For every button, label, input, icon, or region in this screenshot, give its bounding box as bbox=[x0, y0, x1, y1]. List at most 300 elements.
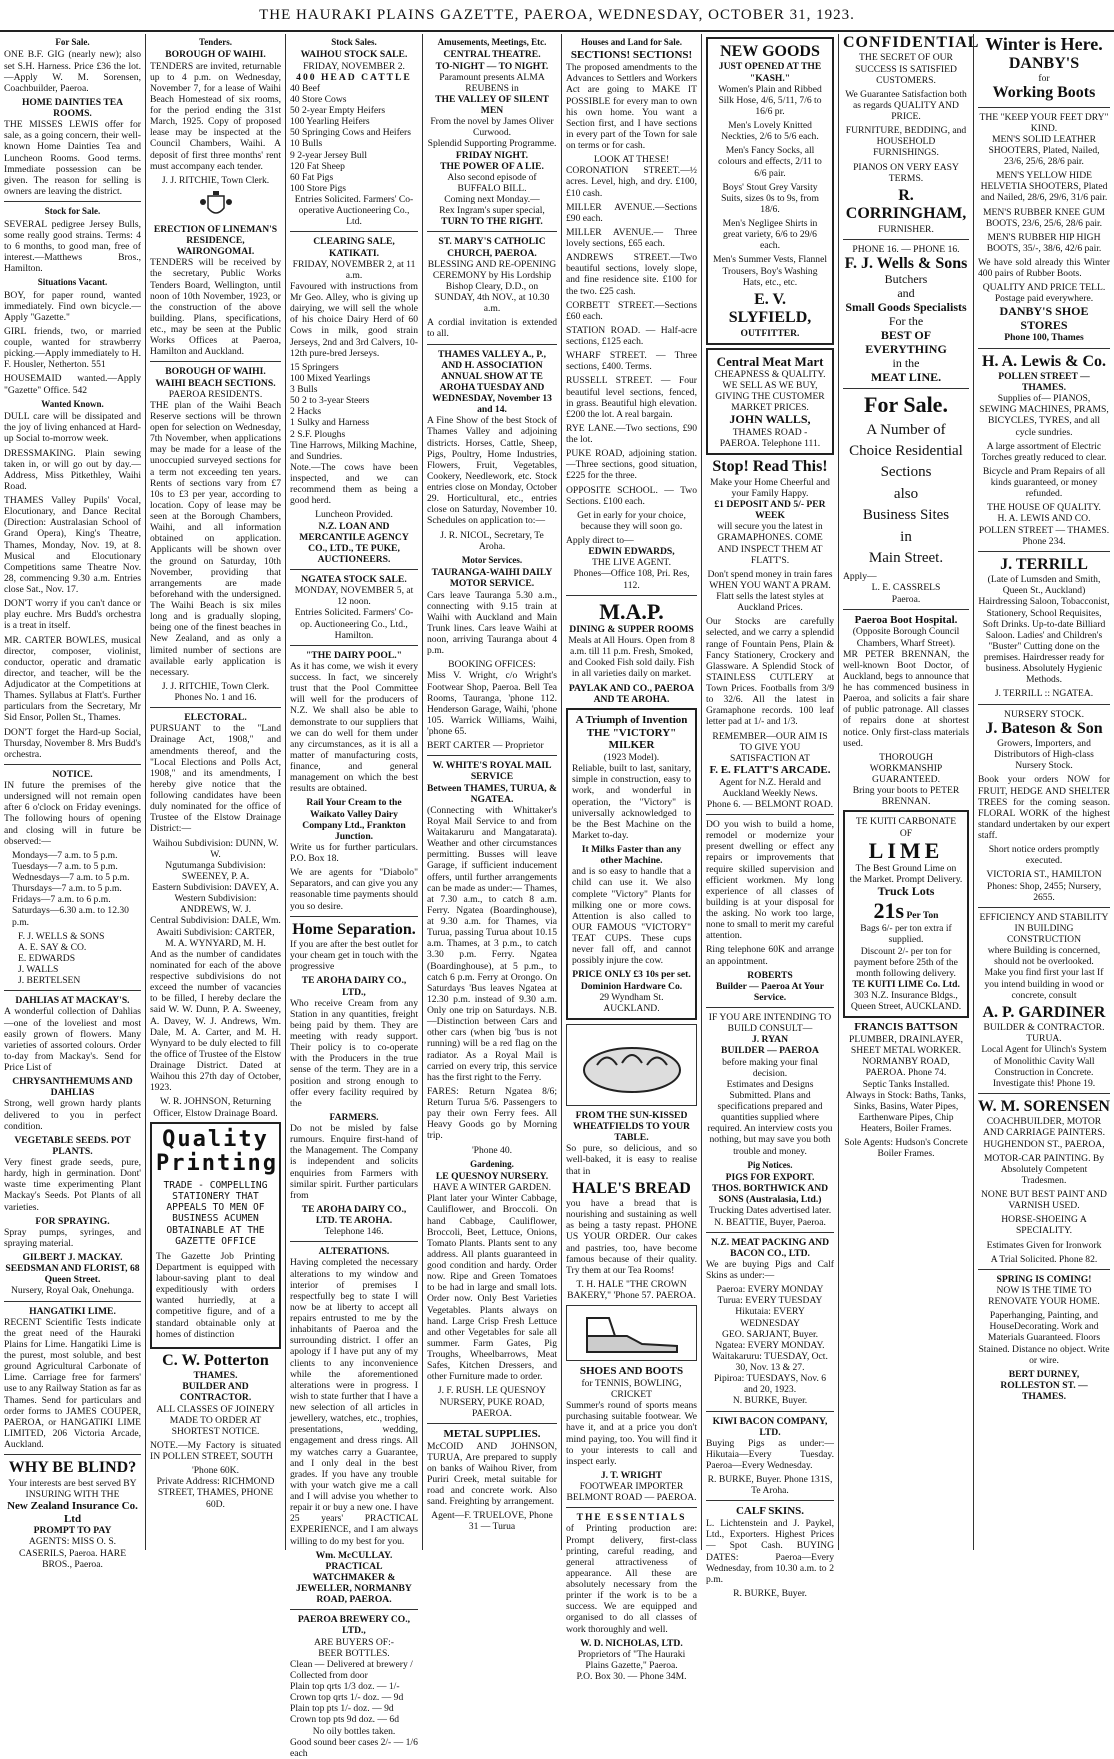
ad-text: Small Goods Specialists bbox=[845, 300, 967, 314]
ad-text: TENDERS will be received by the secretary, Public Works Tenders Board, Wellington, until noon of 10th November, 1923, or the construction of the above building. Plans, specifications, etc., may be seen at the Public Works Offices at Paeroa, Hamilton and Auckland. bbox=[150, 257, 281, 358]
list-item: RUSSELL STREET. — Four beautiful level sections, fenced, in grass. Beautiful high elevation. £200 the lot. A real bargain. bbox=[566, 375, 697, 420]
ad-headline: Quality bbox=[162, 1126, 269, 1152]
ad-subtitle: BUILDER & CONTRACTOR. TURUA. bbox=[983, 1022, 1105, 1045]
section-heading: For Sale. bbox=[55, 37, 90, 47]
table-row: Clean — Delivered at brewery / Collected from door bbox=[290, 1658, 413, 1681]
ad-text: The Best Ground Lime on the Market. Prompt Delivery. bbox=[849, 862, 963, 886]
ad-text: Bags 6/- per ton extra if supplied. bbox=[860, 923, 952, 946]
ad-headline: CONFIDENTIAL bbox=[843, 34, 980, 51]
ad-subtitle: MONDAY, NOVEMBER 5, at 12 noon. bbox=[294, 585, 414, 608]
ad-text: Private Address: RICHMOND STREET, THAMES, PHONE 60D. bbox=[156, 1476, 275, 1510]
list-item: Saturdays—6.30 a.m. to 12.30 p.m. bbox=[12, 905, 129, 928]
ad-text: Sections bbox=[880, 464, 932, 481]
ad-text: where Building is concerned, should not be overlooked. bbox=[987, 945, 1101, 968]
list-item: Waihou Subdivision: DUNN, W. W. bbox=[152, 837, 279, 860]
list-item: 2 Hacks bbox=[290, 406, 322, 418]
ad-text: We have sold already this Winter 400 pairs of Rubber Boots. bbox=[978, 257, 1110, 280]
list-item: Pipiroa: TUESDAYS, Nov. 6 and 20, 1923. bbox=[713, 1373, 827, 1396]
ad-text: THE LIVE AGENT. bbox=[592, 557, 671, 569]
table-row: Plain top qrts 1/3 doz. — 1/- bbox=[290, 1681, 400, 1693]
ad-text: Choice Residential bbox=[849, 443, 963, 460]
column-6 bbox=[701, 34, 838, 1599]
list-item: 9 2-year Jersey Bull bbox=[290, 149, 367, 161]
ad-signature: J. T. WRIGHT bbox=[600, 1469, 663, 1481]
list-item: MILLER AVENUE.— Three lovely sections, £65 each. bbox=[566, 226, 697, 250]
ad-text: Estimates Given for Ironwork bbox=[986, 1239, 1102, 1251]
list-item: Men's Fancy Socks, all colours and effects, 2/11 to 6/6 pair. bbox=[718, 145, 822, 179]
list-item: 100 Yearling Heifers bbox=[290, 116, 370, 128]
ad-subtitle: Between THAMES, TURUA, & NGATEA. bbox=[427, 782, 557, 805]
goods-list bbox=[712, 84, 828, 288]
list-item: 2 S.F. Ploughs bbox=[290, 428, 346, 440]
film-title: THE POWER OF A LIE. bbox=[440, 160, 544, 172]
ad-subtitle: HAVE A WINTER GARDEN. bbox=[433, 1182, 551, 1194]
section-heading: Tenders. bbox=[199, 37, 232, 47]
ad-text: THAMES ROAD - PAEROA. Telephone 111. bbox=[719, 427, 821, 450]
ad-text: Spray pumps, syringes, and spraying material. bbox=[4, 1226, 141, 1249]
ad-title: PIGS FOR EXPORT. bbox=[725, 1172, 815, 1184]
ad-title: KIWI BACON COMPANY, LTD. bbox=[712, 1415, 828, 1438]
ad-subtitle: ANNUAL SHOW AT TE AROHA TUESDAY AND WEDNESDAY, November 13 and 14. bbox=[432, 370, 552, 416]
ad-headline: Central Meat Mart bbox=[716, 353, 824, 369]
ad-text: Business Sites bbox=[862, 507, 950, 524]
ad-headline: C. W. Potterton bbox=[162, 1351, 269, 1369]
list-item: Tine Harrows, Milking Machine, and Sundries. bbox=[290, 439, 417, 462]
ad-signature: Dominion Hardware Co. bbox=[580, 980, 683, 992]
ad-text: IF YOU ARE INTENDING TO BUILD CONSULT— bbox=[708, 1012, 832, 1035]
section-heading: Wanted Known. bbox=[41, 398, 104, 409]
ad-headline: E. V. SLYFIELD, bbox=[728, 290, 812, 327]
ad-headline: Stop! Read This! bbox=[712, 458, 828, 476]
shoes-illustration bbox=[566, 1305, 697, 1361]
ad-text: McCOID AND JOHNSON, TURUA, Are prepared to supply on banks of Waihou River, from Puriri Creek, metal suitable for road and concrete work. Also sand. Freighting by arrangement. bbox=[427, 1440, 557, 1508]
ad-subtitle: Builder — Paeroa At Your Service. bbox=[715, 980, 825, 1003]
column-3 bbox=[285, 34, 422, 1759]
ad-signature: F. E. FLATT'S ARCADE. bbox=[709, 763, 831, 776]
section-heading: Houses and Land for Sale. bbox=[580, 37, 683, 47]
ad-text: also bbox=[893, 485, 919, 502]
ad-text: If you are after the best outlet for your cheam get in touch with the progressive bbox=[290, 939, 418, 973]
list-item: Central Subdivision: DALE, Wm. bbox=[150, 915, 281, 927]
ad-text: Splendid Supporting Programme. bbox=[427, 138, 557, 150]
new-goods-ad bbox=[706, 37, 834, 345]
ad-girl: GIRL friends, two, or married couple, wanted for strawberry picking.—Apply immediately to H. F. Housler, Netherton. 551 bbox=[4, 325, 141, 371]
ad-title: BOROUGH OF WAIHI. bbox=[165, 49, 266, 61]
ad-text: A Fine Show of the best Stock of Thames Valley and adjoining districts. Horses, Cattle, Sheep, Pigs, Poultry, Home Industries, Flowers, Fruit, Vegetables, Cookery, Needlework, etc. Stock entries close on Monday, October 29. Horticultural, etc., entries close on Saturday, November 10. Schedules on application to:— bbox=[427, 415, 557, 527]
ad-signature: R. BURKE, Buyer. bbox=[733, 1587, 807, 1599]
ad-text: PURSUANT to the "Land Drainage Act, 1908," and amendments thereof, and the "Local Elections and Polls Act, 1908," and its amendments, I hereby give notice that the following candidates have been duly nominated for the office of Trustee of the Elstow Drainage District:— bbox=[150, 723, 281, 835]
ad-text: Don't spend money in train fares WHEN YOU WANT A PRAM. Flatt sells the latest styles at Auckland Prices. bbox=[707, 568, 833, 614]
ad-text: BEST OF EVERYTHING bbox=[865, 327, 947, 356]
list-item: RYE LANE.—Two sections, £90 the lot. bbox=[566, 422, 697, 446]
ad-text: COACHBUILDER, MOTOR AND CARRIAGE PAINTERS. HUGHENDON ST., PAEROA, bbox=[983, 1116, 1105, 1150]
ad-text: NONE BUT BEST PAINT AND VARNISH USED. bbox=[981, 1189, 1107, 1212]
ad-text: The Gazette Job Printing Department is equipped with labour-saving plant to deal expeditiously with orders wanted hurriedly, at a competitive figure, and of a standard obtainable only at homes of distinction bbox=[156, 1250, 275, 1340]
ad-subtitle: BEER BOTTLES. bbox=[318, 1647, 390, 1659]
ad-text: will secure you the latest in GRAMAPHONES. COME AND INSPECT THEM AT FLATT'S. bbox=[717, 521, 823, 566]
ad-text: Per Ton bbox=[906, 910, 939, 922]
ad-text: The proposed amendments to the Advances to Settlers and Workers Act are going to MAKE IT POSSIBLE for every man to own his own home. You want a Section first, and I have sections in every part of the Town for sale on terms or for cash. bbox=[566, 62, 697, 152]
ad-subtitle: QUALITY AND PRICE TELL. bbox=[982, 282, 1106, 294]
ad-subtitle: Truck Lots bbox=[877, 884, 935, 899]
ad-text: So pure, so delicious, and so well-baked, it is easy to realise that in bbox=[566, 1143, 697, 1177]
ad-text: Septic Tanks Installed. bbox=[862, 1078, 950, 1090]
ad-text: Make you find first your last If you intend building in wood or concrete, consult bbox=[984, 967, 1104, 1001]
ad-text: Note.—The cows have been inspected, and we can recommend them as being a good herd. bbox=[290, 461, 418, 507]
cattle-list bbox=[290, 83, 418, 194]
column-2 bbox=[145, 34, 285, 1550]
ad-text: Write us for further particulars. P.O. Box 18. bbox=[290, 841, 418, 865]
ad-headline: Working Boots bbox=[992, 84, 1096, 102]
ad-title: HANGATIKI LIME. bbox=[29, 1305, 116, 1317]
list-item: MEN'S RUBBER KNEE GUM BOOTS, 23/6, 25/6, 28/6 pair. bbox=[983, 206, 1105, 229]
bottles-table bbox=[290, 1659, 418, 1726]
ad-subtitle: It Milks Faster than any other Machine. bbox=[581, 844, 682, 867]
ad-text: Having completed the necessary alterations to my window and interior of premises I respectfully beg to state I will now be at liberty to accept all repairs entrusted to me by the inhabitants of Paeroa and the surrounding district. I offer an apology if I have put any of my clients to any inconvenience while the aforementioned alterations were in progress. I wish to state further that I have a new selection of all articles in jewellery, watches, etc., trophies, presentations, wedding, engagement and dress rings. All my watches carry a Guarantee, and I only deal in the best grades. If you have any trouble with your watch give me a call and I will advise you whether to repair it or buy a new one. I have 25 years' PRACTICAL EXPERIENCE, and I am always willing to do my best for you. bbox=[290, 1257, 418, 1547]
ad-text: Sole Agents: Hudson's Concrete Boiler Frames. bbox=[844, 1137, 968, 1160]
list-item: J. BERTELSEN bbox=[18, 975, 81, 987]
ad-text: AGENTS: MISS O. S. CASERILS, Paeroa. HARE BROS., Paeroa. bbox=[18, 1536, 127, 1570]
column-8 bbox=[973, 34, 1114, 1550]
list-item: 1 Sulky and Harness bbox=[290, 417, 370, 429]
ad-headline: SHOES AND BOOTS bbox=[579, 1365, 684, 1378]
ad-text: BLESSING AND RE-OPENING CEREMONY by His Lordship Bishop Cleary, D.D., on SUNDAY, 4th NOV., at 10.30 a.m. bbox=[427, 258, 557, 315]
ad-signature: W. D. NICHOLAS, LTD. bbox=[580, 1637, 683, 1649]
hours-list bbox=[4, 850, 141, 928]
ad-title: N.Z. MEAT PACKING AND BACON CO., LTD. bbox=[710, 1236, 830, 1259]
ad-text: Butchers bbox=[884, 272, 928, 287]
ad-text: for bbox=[1038, 73, 1050, 85]
ad-title: ERECTION OF LINEMAN'S RESIDENCE, WAIRONGOMAI. bbox=[153, 223, 278, 258]
ad-text: Nursery, Royal Oak, Onehunga. bbox=[11, 1285, 134, 1297]
ad-text: you have a bread that is nourishing and sustaining as well as being a tasty repast. PHONE US YOUR ORDER. Our cakes and pastries, too, have become famous because of their quality. Try them at our Tea Rooms! bbox=[566, 1198, 697, 1276]
ad-text: HORSE-SHOEING A SPECIALITY. bbox=[1001, 1214, 1087, 1237]
list-item: MEN'S SOLID LEATHER SHOOTERS, Plated, Nailed, 23/6, 25/6, 28/6 pair. bbox=[988, 133, 1100, 168]
ad-title: ST. MARY'S CATHOLIC CHURCH, PAEROA. bbox=[438, 236, 546, 259]
ad-text: Trucking Dates advertised later. bbox=[708, 1205, 832, 1217]
ad-subtitle: CHRYSANTHEMUMS AND DAHLIAS bbox=[12, 1076, 133, 1099]
ad-title: TAURANGA-WAIHI DAILY MOTOR SERVICE. bbox=[431, 567, 553, 590]
ad-text: Get in early for your choice, because they will soon go. bbox=[577, 509, 686, 532]
ad-text: Paeroa. bbox=[891, 593, 921, 605]
list-item: Turua: EVERY TUESDAY bbox=[717, 1295, 823, 1307]
bread-illustration bbox=[566, 1024, 697, 1106]
ad-signature: EDWIN EDWARDS, bbox=[588, 546, 675, 558]
ad-text: FURNITURE, BEDDING, and HOUSEHOLD FURNISHINGS. bbox=[845, 125, 967, 159]
ad-subtitle: £1 DEPOSIT AND 5/- PER WEEK bbox=[714, 499, 826, 522]
section-heading: Stock Sales. bbox=[331, 37, 377, 47]
listings bbox=[566, 165, 697, 507]
ad-subtitle: FRIDAY, NOVEMBER 2, at 11 a.m. bbox=[292, 258, 416, 281]
ad-subtitle: THE HOUSE OF QUALITY. bbox=[987, 502, 1101, 514]
list-item: Men's Negligee Shirts in great variety, 6/6 to 29/6 each. bbox=[722, 218, 818, 252]
ad-text: Phone 6. — BELMONT ROAD. bbox=[706, 798, 834, 810]
ad-subtitle: FROM THE SUN-KISSED WHEATFIELDS TO YOUR TABLE. bbox=[573, 1109, 690, 1144]
masthead bbox=[0, 0, 1114, 32]
ad-signature: J. RYAN bbox=[751, 1034, 789, 1046]
ad-signature: R. BURKE, Buyer. Phone 131S, Te Aroha. bbox=[707, 1474, 833, 1497]
coat-of-arms-icon bbox=[199, 190, 233, 220]
column-4 bbox=[422, 34, 561, 1550]
ad-signature: T. H. HALE "THE CROWN BAKERY," 'Phone 57. PAEROA. bbox=[567, 1278, 696, 1302]
ad-thames-recital: THAMES Valley Pupils' Vocal, Elocutionary, and Dance Recital (Direction: Australasian School of Grand Opera), King's Theatre, Thames, Monday, Nov. 19, at 8. Musical and Elocutionary Competitions same Theatre Nov. 28, commencing 9.30 a.m. Entries close Sat., Nov. 17. bbox=[4, 495, 141, 595]
table-row: Crown top qrts 1/- doz. — 9d bbox=[290, 1692, 404, 1704]
ad-text: Phones—Office 108, Pri. Res, 112. bbox=[573, 568, 690, 591]
ad-text: NOTE.—My Factory is situated IN POLLEN STREET, SOUTH bbox=[150, 1439, 281, 1463]
ad-title: Paeroa Boot Hospital. bbox=[854, 613, 958, 626]
ad-text: Main Street. bbox=[868, 549, 944, 566]
ad-text: 'Phone 60K. bbox=[191, 1465, 240, 1477]
ad-dont-forget: DON'T forget the Hard-up Social, Thursday, November 8. Mrs Budd's orchestra. bbox=[4, 726, 142, 760]
table-row: Crown top pts 9d doz. — 6d bbox=[290, 1714, 399, 1726]
ad-title: CENTRAL THEATRE. bbox=[443, 49, 541, 61]
ad-subtitle: VEGETABLE SEEDS. POT PLANTS. bbox=[14, 1134, 131, 1157]
ad-text: Strong, well grown hardy plants delivered to you in perfect condition. bbox=[4, 1098, 141, 1132]
ad-subtitle: TO-NIGHT — TO NIGHT. bbox=[435, 60, 549, 72]
list-item: 40 Store Cows bbox=[290, 93, 347, 105]
list-item: 100 Mixed Yearlings bbox=[290, 372, 371, 384]
ad-text: Agent for N.Z. Herald and Auckland Weekly News. bbox=[719, 776, 821, 799]
list-item: Mondays—7 a.m. to 5 p.m. bbox=[12, 849, 118, 861]
ad-signature: J. J. RITCHIE, Town Clerk. Phones No. 1 and 16. bbox=[161, 680, 270, 704]
ad-text: and bbox=[897, 286, 915, 301]
ad-headline: LIME bbox=[868, 837, 944, 863]
ad-title: NGATEA STOCK SALE. bbox=[301, 574, 407, 586]
ad-title: THAMES VALLEY A., P., AND H. ASSOCIATION bbox=[438, 348, 546, 371]
ad-text: A Number of bbox=[866, 421, 946, 438]
ad-subtitle: THOROUGH WORKMANSHIP GUARANTEED. bbox=[869, 751, 943, 786]
ad-headline: J. Bateson & Son bbox=[985, 719, 1103, 737]
list-item: 120 Fat Sheep bbox=[290, 160, 345, 172]
ad-subtitle: JUST OPENED AT THE "KASH." bbox=[718, 61, 822, 84]
column-5 bbox=[561, 34, 701, 1683]
ad-subtitle: FRIDAY NIGHT. bbox=[455, 149, 529, 161]
ad-signature: GILBERT J. MACKAY. SEEDSMAN AND FLORIST, 68 Queen Street. bbox=[5, 1252, 140, 1286]
ad-text: TE KUITI CARBONATE OF bbox=[855, 816, 957, 839]
ad-subtitle: LOOK AT THESE! bbox=[593, 154, 670, 166]
ad-title: THE ESSENTIALS bbox=[576, 1512, 687, 1524]
ad-text: Coming next Monday.— bbox=[444, 194, 540, 206]
ad-headline: DANBY'S SHOE STORES bbox=[999, 303, 1089, 332]
list-item: Awaiti Subdivision: CARTER, M. A. WYNYARD, M. H. bbox=[156, 926, 275, 949]
ad-title: LE QUESNOY NURSERY. bbox=[435, 1171, 549, 1183]
ad-text: DO you wish to build a home, remodel or modernize your present dwelling or effect any repairs or improvements that require skilled supervision and efficient workmen. My long experience of all classes of building is at your disposal for the asking. No work too large, none to small to merit my careful attention. bbox=[706, 819, 834, 942]
ad-signature: Entries Solicited. Farmers' Co-operative Auctioneering Co., Ltd. bbox=[294, 194, 414, 228]
ad-price: 21s bbox=[873, 898, 905, 924]
ad-subtitle: OUTFITTER. bbox=[740, 327, 800, 339]
ad-text: Rex Ingram's super special, bbox=[439, 205, 545, 217]
ad-signature: Entries Solicited. Farmers' Co-op. Auctioneering Co., Ltd., Hamilton. bbox=[294, 607, 414, 641]
ad-text: (Late of Lumsden and Smith, Queen St., Auckland) Hairdressing Saloon, Tobacconist, Stationery, School Requisites, Soft Drinks. Up-to-date Billiard Saloon. Ladies' and Children's "Buster" Cutting done on the premises. Hairdresser ready for business. Absolutely Hygienic Methods. bbox=[978, 574, 1110, 686]
ad-headline: DANBY'S bbox=[1008, 54, 1080, 72]
ad-text: Always in Stock: Baths, Tanks, Sinks, Basins, Water Pipes, Earthenware Pipes, Chip Heaters, Boiler Frames. bbox=[845, 1089, 967, 1135]
ad-headline: R. CORRINGHAM, bbox=[845, 186, 967, 223]
ad-text: No oily bottles taken. bbox=[312, 1725, 396, 1737]
list-item: CORBETT STREET.—Sections £60 each. bbox=[566, 299, 697, 322]
ad-subtitle: FRIDAY, NOVEMBER 2. bbox=[303, 60, 405, 72]
list-item: Ngutumanga Subdivision: SWEENEY, P. A. bbox=[165, 859, 266, 882]
list-item: 10 Bulls bbox=[290, 138, 323, 150]
ad-subtitle: FOR SPRAYING. bbox=[35, 1215, 110, 1227]
section-heading: Gardening. bbox=[470, 1158, 514, 1169]
lime-ad bbox=[843, 810, 969, 1018]
ad-text: Paperhanging, Painting, and HouseDecorating. Work and Materials Guaranteed. Floors Stained. Distance no object. Write or wire. bbox=[978, 1310, 1110, 1366]
ad-subtitle: 400 HEAD CATTLE bbox=[296, 71, 412, 83]
ad-subtitle: PAEROA RESIDENTS. bbox=[168, 388, 263, 400]
list-item: Eastern Subdivision: DAVEY, A. bbox=[152, 882, 279, 894]
ad-text: Reliable, built to last, sanitary, simple in construction, easy to work, and wonderful in operation, the "Victory" is universally acknowledged to be the Best Machine on the Market to-day. bbox=[572, 763, 691, 841]
list-item: E. EDWARDS bbox=[18, 952, 76, 964]
ad-text: Do not be misled by false rumours. Enquire first-hand of the Management. The Company is independent and solicits enquiries from Farmers with similar spirit. Further particulars from bbox=[290, 1123, 418, 1201]
ad-text: Good sound beer cases 2/- — 1/6 each bbox=[290, 1736, 418, 1759]
ad-text: We Guarantee Satisfaction both as regards QUALITY AND PRICE. bbox=[845, 88, 967, 123]
table-row: Plain top pts 1/- doz. — 9d bbox=[290, 1703, 394, 1715]
ad-text: Favoured with instructions from Mr Geo. Alley, who is giving up dairying, we will sell the whole of his choice Dairy Herd of 60 Cows in milk, good strain Jerseys, 2nd and 3rd Calvers, 10-12th pure-bred Jerseys. bbox=[290, 280, 418, 359]
ad-signature: N. BURKE, Buyer. bbox=[732, 1395, 808, 1407]
ad-signature: Agent—F. TRUELOVE, Phone 31 — Turua bbox=[431, 1510, 553, 1533]
ad-subtitle: BUILDER — PAEROA bbox=[721, 1045, 819, 1057]
ad-text: BELMONT ROAD — PAEROA. bbox=[566, 1492, 697, 1504]
list-item: 100 Store Pigs bbox=[290, 182, 346, 194]
ad-text: Very finest grade seeds, pure, hardy, high in germination. Dont' waste time experimenting Plant Mackay's Seeds. Pot Plants of all varieties. bbox=[4, 1157, 141, 1213]
ad-subtitle: SPRING IS COMING! bbox=[996, 1273, 1092, 1285]
ad-title: METAL SUPPLIES. bbox=[443, 1427, 541, 1440]
boots-list bbox=[978, 134, 1110, 254]
list-item: 3 Bulls bbox=[290, 384, 318, 396]
ad-title: SECTIONS! SECTIONS! bbox=[570, 49, 693, 62]
list-item: Men's Summer Vests, Flannel Trousers, Boy's Washing Hats, etc., etc. bbox=[712, 254, 827, 288]
list-item: Hikutaia: EVERY WEDNESDAY bbox=[735, 1306, 805, 1329]
ad-text: And as the number of candidates nominated for each of the above respective subdivisions do not exceed the number of vacancies to be filled, I hereby declare the said W. W. Dunn, P. A. Sweeney, A. Davey, W. J. Andrews, Wm. Dale, M. A. Carter, and M. H. Wynyard to be duly elected to fill the office of Trustee of the Elstow Drainage District. Dated at Waihou this 27th day of October, 1923. bbox=[150, 948, 281, 1094]
ad-text: of Printing production are: Prompt delivery, first-class printing, careful reading, and general attractiveness of appearance. All these are absolutely necessary from the printer if the work is to be a success. We are equipped and organised to do all classes of work thoroughly and well. bbox=[566, 1523, 697, 1635]
list-item: STATION ROAD. — Half-acre sections, £125 each. bbox=[566, 324, 697, 348]
list-item: OPPOSITE SCHOOL. — Two Sections. £100 each. bbox=[566, 484, 697, 507]
ad-text: MOTOR-CAR PAINTING. By Absolutely Competent Tradesmen. bbox=[983, 1152, 1105, 1186]
column-7 bbox=[838, 34, 980, 1550]
list-item: Fridays—7 a.m. to 6 p.m. bbox=[12, 894, 111, 906]
ad-company: New Zealand Insurance Co. Ltd bbox=[7, 1499, 138, 1525]
ad-text: in bbox=[900, 528, 912, 545]
list-item: MEN'S RUBBER HIP HIGH BOOTS, 35/-, 38/6, 42/6 pair. bbox=[986, 231, 1102, 254]
ad-signature: W. R. JOHNSON, Returning Officer, Elstow Drainage Board. bbox=[153, 1096, 278, 1119]
ad-subtitle: PLUMBER, DRAINLAYER, SHEET METAL WORKER. bbox=[849, 1034, 963, 1057]
ad-text: VICTORIA ST., HAMILTON Phones: Shop, 2455; Nursery, 2655. bbox=[986, 869, 1102, 903]
ad-carter-bowles: MR. CARTER BOWLES, musical director, composer, violinist, conductor, operatic and dramatic director, and teacher, will be the Adjudicator at the Competitions at Thames. Syllabus at Flatt's. Further particulars from the Secretary, Mr Sid Ensor, Pollen St., Thames. bbox=[4, 634, 141, 724]
ad-text: (Opposite Borough Council Chambers, Wharf Street). bbox=[852, 626, 960, 649]
ad-headline: W. M. SORENSEN bbox=[978, 1097, 1110, 1115]
ad-text: Who receive Cream from any Station in any quantities, freight being paid by them. They are meeting with ready support. Their policy is to co-operate with the Producers in the true sense of the term. They are in a position and strong enough to offer every facility required by the bbox=[290, 997, 418, 1109]
ad-text: (Connecting with Whittaker's Royal Mail Service to and from Waitakaruru and Mangatarata). Weather and other circumstances permitting. Busses will leave Garage, if sufficient inducement offers, until further arrangements can be made as under:— Thames, at 7.30 a.m., to catch 8 a.m. Ferry. Ngatea (Boardinghouse), at 9.30 a.m. for Thames, via Turua, passing Turua about 10.15 a.m. Thames, at 3 p.m., to catch 3.30 p.m. Ferry. Ngatea (Boardinghouse), at 5 p.m., to catch 6 p.m. Ferry at Orongo. On Saturdays 'Bus leaves Ngatea at 12.30 p.m. instead of 9.30 a.m. Only one trip on Saturdays. N.B.—Distinction between Cars and other cars (when big 'bus is not running) will be a red flag on the radiator. As a Royal Mail is carried on every trip, this service has the first right to the Ferry. bbox=[427, 804, 557, 1083]
ad-signature: Wm. McCULLAY. PRACTICAL WATCHMAKER & JEWELLER, NORMANBY ROAD, PAEROA. bbox=[296, 1549, 412, 1606]
ad-text: in the bbox=[892, 355, 920, 370]
ad-text: Bicycle and Pram Repairs of all kinds guaranteed, or money refunded. bbox=[982, 465, 1106, 500]
section-heading: Pig Notices. bbox=[747, 1159, 793, 1170]
ad-text: THE plan of the Waihi Beach Reserve sections will be thrown open for selection on Wednesday, 7th November, when applications may be made for a lease of the unoccupied surveyed sections for a term not exceeding ten years. Rents of sections vary from £7 10s to £3 per year, according to location. Copy of lease may be seen at the Borough Chambers, Waihi, and all information obtained on application. Applicants will be shown over the ground on Saturday, 10th November, providing that arrangements are made beforehand with the undersigned. The Waihi Beach is six miles long and is gradually sloping, being one of the finest beaches in New Zealand, and as only a limited number of sections are available early application is necessary. bbox=[150, 399, 281, 678]
list-item: Men's Lovely Knitted Neckties, 2/6 to 5/6 each. bbox=[721, 120, 819, 143]
ad-title: PAEROA BREWERY CO., LTD., bbox=[297, 1614, 411, 1637]
ad-title: ALTERATIONS. bbox=[318, 1246, 390, 1258]
ad-headline: NEW GOODS bbox=[720, 43, 820, 60]
ad-text: Plant later your Winter Cabbage, Cauliflower, and Broccoli. On hand Cabbage, Cauliflower, Broccoli, Beet, Lettuce, Onions, Tomato Plants. Plants sent to any address. All plants guaranteed in good condition and hardy. Order now. Ripe and Green Tomatoes to be had in large and small lots. Order now. Only Best Varieties Vegetables. Plants always on hand. Large Crisp Fresh Lettuce and other Vegetables for sale all summer. Farm Gates, Pig Troughs, Wheelbarrows, Meat Safes, Kitchen Dressers, and other Furniture made to order. bbox=[427, 1193, 557, 1383]
list-item: 15 Springers bbox=[290, 361, 339, 373]
ad-hangatiki: RECENT Scientific Tests indicate the great need of the Hauraki Plains for Lime. Hangatiki Lime is the purest, most soluble, and best ground Agricultural Carbonate of Lime. Carriage free for farmers' use to any Railway Station as far as Thames. Send for particulars and order forms to JAMES COUPER, PAEROA, or HANGATIKI LIME LIMITED, 206 Victoria Arcade, Auckland. bbox=[4, 1316, 141, 1450]
ad-text: H. A. LEWIS AND CO. POLLEN STREET — THAMES. Phone 234. bbox=[978, 513, 1110, 547]
ad-dont-worry: DON'T worry if you can't dance or play euchre. Mrs Budd's orchestra is a treat in itself. bbox=[4, 598, 141, 632]
victory-milker-ad bbox=[566, 708, 697, 1020]
list-item: J. WALLS bbox=[18, 964, 59, 975]
ad-text: Ring telephone 60K and arrange an appointment. bbox=[706, 944, 834, 967]
ad-text: FOOTWEAR IMPORTER bbox=[579, 1481, 684, 1493]
ad-text: (1923 Model). bbox=[603, 752, 660, 763]
ad-subtitle: NURSERY STOCK. bbox=[1004, 708, 1084, 720]
list-item: Western Subdivision: ANDREWS, W. J. bbox=[174, 893, 257, 916]
list-item: CORONATION STREET.—½ acres. Level, high, and dry. £100, £10 cash. bbox=[566, 165, 697, 199]
ad-title: CALF SKINS. bbox=[735, 1505, 805, 1518]
ad-text: THE SECRET OF OUR SUCCESS IS SATISFIED CUSTOMERS. bbox=[855, 52, 957, 86]
ad-text: Paramount presents ALMA REUBENS in bbox=[439, 71, 545, 94]
notice-text: IN future the premises of the undersigned will not remain open after 6 o'clock on Friday evenings. The following hours of opening and closing will in future be observed:— bbox=[4, 780, 141, 847]
list-item: Waitakaruru: TUESDAY, Oct. 30, Nov. 13 & 27. bbox=[712, 1350, 828, 1374]
ad-signature: L. E. CASSRELS bbox=[871, 582, 941, 594]
ad-text: PHONE 16. — PHONE 16. bbox=[852, 243, 960, 255]
ad-tea-rooms: THE MISSES LEWIS offer for sale, as a going concern, their well-known Home Dainties Tea and Luncheon Rooms. Good terms. Immediate possession can be given. The reason for selling is owners are leaving the district. bbox=[4, 119, 141, 197]
ad-text: PIANOS ON VERY EASY TERMS. bbox=[853, 161, 959, 184]
ad-text: TRADE - COMPELLING STATIONERY THAT APPEALS TO MEN OF BUSINESS ACUMEN OBTAINABLE AT THE GAZETTE OFFICE bbox=[163, 1180, 268, 1247]
ad-headline: Printing bbox=[156, 1150, 278, 1176]
ad-subtitle: POLLEN STREET — THAMES. bbox=[998, 370, 1090, 394]
ad-text: Apply direct to— bbox=[566, 535, 634, 547]
list-item: MILLER AVENUE.—Sections £90 each. bbox=[566, 201, 697, 224]
ad-text: before making your final decision. bbox=[722, 1056, 818, 1079]
ad-text: NORMANBY ROAD, PAEROA. Phone 74. bbox=[862, 1056, 950, 1079]
ad-text: As it has come, we wish it every success. In fact, we sincerely trust that the Pool Committee will well for the producers of N.Z. We shall also be able to demonstrate to our suppliers that we can do well for them under any circumstances, as it is all a matter of manufacturing costs, finance, and general management on which the best results are obtained. bbox=[290, 660, 418, 795]
ad-headline: For Sale. bbox=[864, 392, 948, 418]
ad-signature: BERT DURNEY, ROLLESTON ST. — THAMES. bbox=[1000, 1368, 1088, 1403]
ad-headline: M.A.P. bbox=[599, 598, 664, 624]
ad-subtitle: ARE BUYERS OF:- bbox=[314, 1636, 394, 1648]
ad-text: TENDERS are invited, returnable up to 4 p.m. on Wednesday, November 7, for a lease of Waihi Beach Homestead of six rooms, for the period ending the 31st March, 1925. Copy of proposed lease may be inspected at the Council Chambers, Waihi. A deposit of first three months' rent must accompany each tender. bbox=[150, 60, 281, 172]
ad-subtitle: FARMERS. bbox=[329, 1111, 379, 1123]
ad-title: ELECTORAL. bbox=[184, 712, 247, 724]
ad-subtitle: THAMES. bbox=[193, 1370, 238, 1382]
ad-dull-care: DULL care will be dissipated and the joy of living enhanced at Hard-up Social to-morrow week. bbox=[4, 411, 141, 445]
list-item: F. J. WELLS & SONS bbox=[18, 930, 105, 942]
ad-text: 29 Wyndham St. AUCKLAND. bbox=[599, 991, 664, 1014]
shoe-icon bbox=[567, 1306, 697, 1358]
list-item: Paeroa: EVERY MONDAY bbox=[716, 1284, 824, 1296]
ad-subtitle: PROMPT TO PAY bbox=[33, 1525, 112, 1537]
ad-text: Book your orders NOW for FRUIT, HEDGE AND SHELTER TREES for the coming season. FLORAL WORK of the highest standard undertaken by our expert staff. bbox=[978, 774, 1110, 842]
meat-mart-ad bbox=[706, 348, 834, 456]
ad-text: 303 N.Z. Insurance Bldgs., Queen Street, AUCKLAND. bbox=[850, 990, 962, 1013]
ad-headline: J. TERRILL bbox=[1000, 555, 1088, 573]
ad-text: P.O. Box 30. — Phone 34M. bbox=[576, 1671, 687, 1683]
ad-text: Short notice orders promptly executed. bbox=[988, 844, 1100, 867]
ad-boy: BOY, for paper round, wanted immediately. Find own bicycle.—Apply "Gazette." bbox=[4, 289, 141, 323]
ad-dahlias: A wonderful collection of Dahlias—one of the loveliest and most easily grown of flowers. Many varieties of assorted colours. Order to-day from Mackay's. Send for Price List of bbox=[4, 1006, 141, 1073]
pig-schedule bbox=[706, 1284, 834, 1395]
ad-text: For the bbox=[888, 313, 924, 328]
ad-headline: A. P. GARDINER bbox=[982, 1003, 1106, 1021]
ad-text: We are buying Pigs and Calf Skins as under:— bbox=[706, 1258, 834, 1282]
ad-title: FRANCIS BATTSON bbox=[854, 1021, 958, 1034]
ad-signature: J. TERRILL :: NGATEA. bbox=[994, 688, 1094, 700]
ad-subtitle: Phone 100, Thames bbox=[1004, 332, 1084, 344]
list-item: 50 2-year Empty Heifers bbox=[290, 105, 386, 117]
ad-text: Growers, Importers, and Distributors of High-class Nursery Stock. bbox=[994, 738, 1094, 772]
ad-subtitle: BUILDER AND CONTRACTOR. bbox=[179, 1381, 252, 1404]
list-item: ANDREWS STREET.—Two beautiful sections, lovely slope, and fine residence site. £100 for the two. £25 cash. bbox=[566, 252, 697, 297]
